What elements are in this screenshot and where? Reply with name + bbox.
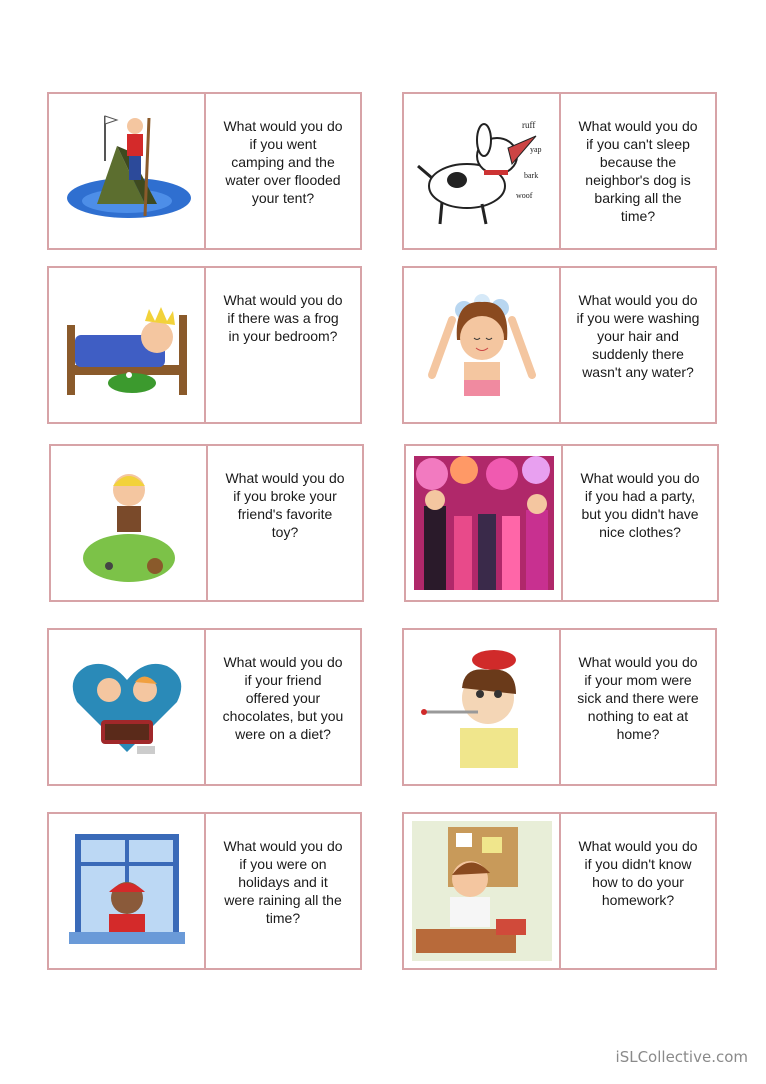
question-text: What would you do if you had a party, but you didn't have nice clothes? [580,470,700,540]
card-homework [402,812,717,970]
card-picture [404,94,561,248]
question-text: What would you do if you didn't know how to do your homework? [578,838,698,908]
card-broken-toy [49,444,364,602]
question-text: What would you do if you went camping and the water over flooded your tent? [223,118,343,206]
crying-girl-broken-toy-icon [59,458,199,588]
card-picture [404,814,561,968]
card-barking-dog [402,92,717,250]
card-picture [404,268,561,422]
dog-bark-text: bark [523,171,538,180]
card-sick-mom [402,628,717,786]
question-text: What would you do if your friend offered your chocolates, but you were on a diet? [222,654,344,742]
card-picture [49,268,206,422]
dog-bark-text: ruff [521,120,535,130]
kids-with-chocolate-box-icon [57,642,197,772]
dog-bark-text: yap [529,145,542,154]
dog-bark-text: woof [515,191,532,200]
card-picture [404,630,561,784]
girl-washing-hair-icon [412,280,552,410]
card-party [404,444,719,602]
question-text: What would you do if your mom were sick and there were nothing to eat at home? [577,654,699,742]
card-camping [47,92,362,250]
boy-on-flooded-tent-icon [57,106,197,236]
card-picture [406,446,563,600]
watermark: iSLCollective.com [615,1048,748,1066]
boy-in-bed-with-frog-icon [57,285,197,405]
sick-man-with-thermometer-icon [412,642,552,772]
question-text: What would you do if you broke your friend's favorite toy? [225,470,345,540]
card-picture [51,446,208,600]
card-frog-bedroom [47,266,362,424]
card-picture [49,814,206,968]
question-text: What would you do if you were on holidays and it were raining all the time? [223,838,343,926]
card-rainy-holidays [47,812,362,970]
question-text: What would you do if you were washing your hair and suddenly there wasn't any water? [576,292,700,380]
party-crowd-icon [414,456,554,590]
barking-dog-icon [412,106,552,236]
card-picture [49,630,206,784]
girl-stuck-on-homework-icon [412,821,552,961]
question-text: What would you do if there was a frog in your bedroom? [223,292,343,344]
kid-at-rainy-window-icon [57,826,197,956]
card-washing-hair [402,266,717,424]
card-picture [49,94,206,248]
card-chocolates [47,628,362,786]
question-text: What would you do if you can't sleep because the neighbor's dog is barking all the time? [578,118,698,224]
